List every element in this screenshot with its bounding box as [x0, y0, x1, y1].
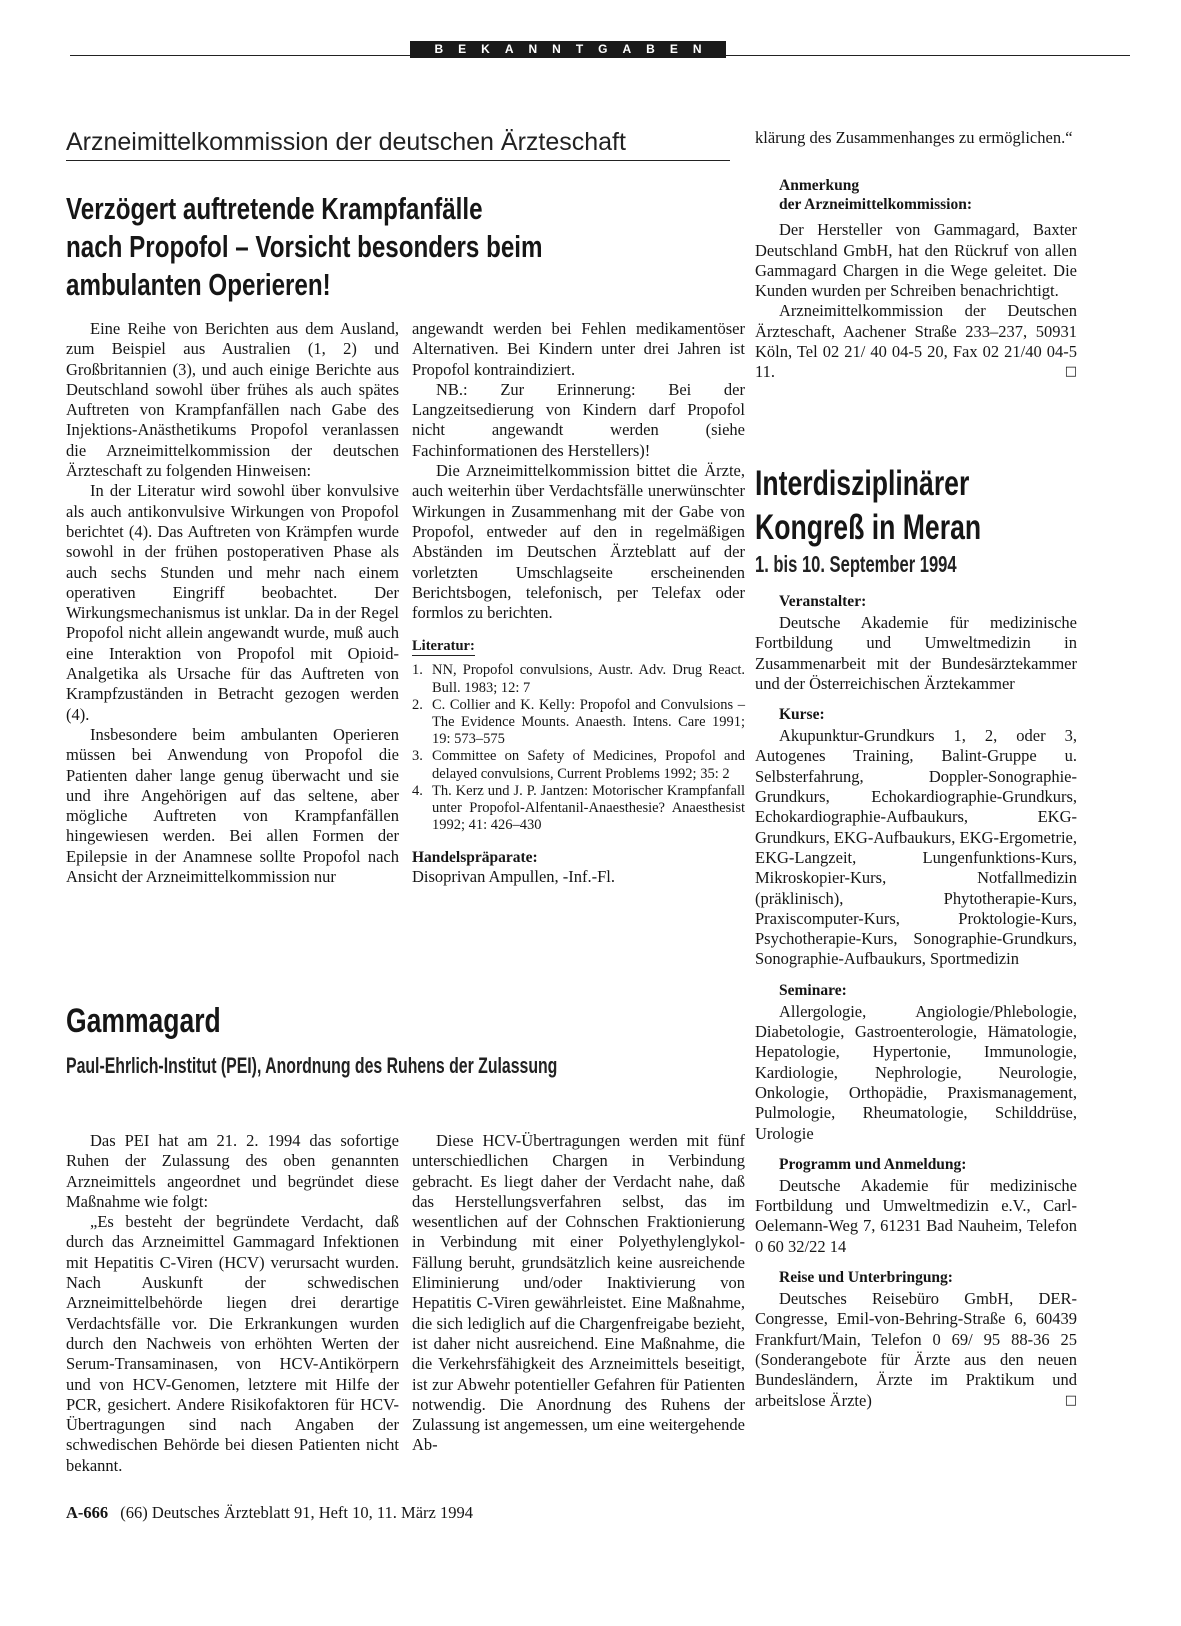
seminars-text: Allergologie, Angiologie/Phlebologie, Diabetologie, Gastroenterologie, Hämatologie, Hepatologie, Hypertonie, Immunologie, Kardiologie, Nephrologie, Neurologie, Onkologie, Orthopädie, Praxismanagement, Pulmologie, Rheumatologie, Schilddrüse, Urologie [755, 1001, 1077, 1143]
footer-page-code: A-666 [66, 1503, 109, 1522]
article1-paragraph: Eine Reihe von Berichten aus dem Ausland, zum Beispiel aus Australien (1, 2) und Großbritannien (3), und auch einige Berichte aus Deutschland sowohl über frühes als auch spätes Auftreten von Krampfanfällen nach Gabe des Injektions-Anästhetikums Propofol veranlassen die Arzneimittelkommission der deutschen Ärzteschaft zu folgenden Hinweisen: [66, 319, 399, 481]
organizer-heading: Veranstalter: [779, 593, 867, 610]
note-paragraph: Arzneimittelkommission der Deutschen Ärzteschaft, Aachener Straße 233–237, 50931 Köln, Tel 02 21/ 40 04-5 20, Fax 02 21/40 04-5 11. □ [755, 301, 1077, 382]
article3-title [755, 462, 1095, 550]
article1-title-line-2: nach Propofol – Vorsicht besonders beim [66, 229, 543, 264]
article2-column-1 [66, 1131, 399, 1476]
article1-paragraph: In der Literatur wird sowohl über konvulsive als auch antikonvulsive Wirkungen von Propofol berichtet (4). Das Auftreten von Krämpfen wurde sowohl in der frühen postoperativen Phase als auch sechs Stunden und mehr nach einem operativen Eingriff beobachtet. Der Wirkungsmechanismus ist unklar. Da in der Regel Propofol nicht allein angewandt wurde, muß auch eine Interaktion von Propofol mit Opioid-Analgetika als Ursache für das Auftreten von Krampfzuständen in Betracht gezogen werden (4). [66, 481, 399, 724]
courses-heading: Kurse: [779, 706, 825, 724]
trade-text: Disoprivan Ampullen, -Inf.-Fl. [412, 867, 616, 887]
article2-title: Gammagard [66, 1002, 221, 1040]
section-label-bar [410, 41, 726, 58]
trade-heading: Handelspräparate: [412, 849, 538, 867]
article1-column-1 [66, 319, 399, 887]
article1-column-2 [412, 319, 745, 888]
note-heading: Anmerkung der Arzneimittelkommission: [779, 177, 973, 214]
note-paragraph: Der Hersteller von Gammagard, Baxter Deutschland GmbH, hat den Rückruf von allen Gammagard Chargen in die Wege geleitet. Die Kunden wurden per Schreiben benachrichtigt. [755, 220, 1077, 301]
article1-kicker-rule [66, 160, 730, 161]
reference-item: 2. C. Collier and K. Kelly: Propofol and Convulsions – The Evidence Mounts. Anaesth. Intens. Care 1991; 19: 573–575 [412, 696, 745, 748]
end-mark: □ [1064, 364, 1077, 380]
article2-paragraph: „Es besteht der begründete Verdacht, daß durch das Arzneimittel Gammagard Infektionen mit Hepatitis C-Viren (HCV) verursacht wurden. Nach Auskunft der schwedischen Arzneimittelbehörde liegen drei derartige Verdachtsfälle vor. Die Erkrankungen wurden durch den Nachweis von erhöhten Werten der Serum-Transaminasen, von HCV-Antikörpern und von HCV-Genomen, letztere mit Hilfe der PCR, gesichert. Andere Risikofaktoren für HCV-Übertragungen sind nach Angaben der schwedischen Behörde bei diesen Patienten nicht bekannt. [66, 1212, 399, 1475]
article3-subtitle: 1. bis 10. September 1994 [755, 551, 957, 577]
article1-title [66, 190, 746, 304]
footer [66, 1503, 473, 1523]
article2-subtitle: Paul-Ehrlich-Institut (PEI), Anordnung des Ruhens der Zulassung [66, 1053, 558, 1078]
article1-paragraph: Insbesondere beim ambulanten Operieren müssen bei Anwendung von Propofol die Patienten daher lange genug überwacht und sie und ihre Angehörigen auf das seltene, aber mögliche Auftreten von Krampfanfällen hingewiesen werden. Bei allen Formen der Epilepsie in der Anamnese sollte Propofol nach Ansicht der Arzneimittelkommission nur [66, 724, 399, 887]
reference-item: 4. Th. Kerz und J. P. Jantzen: Motorischer Krampfanfall unter Propofol-Alfentanil-Anaesthesie? Anaesthesist 1992; 41: 426–430 [412, 782, 745, 834]
article2-paragraph: Das PEI hat am 21. 2. 1994 das sofortige Ruhen der Zulassung des oben genannten Arzneimittels angeordnet und begründet diese Maßnahme wie folgt: [66, 1131, 399, 1211]
article1-kicker: Arzneimittelkommission der deutschen Ärzteschaft [66, 128, 626, 156]
reference-item: 3. Committee on Safety of Medicines, Propofol and delayed convulsions, Current Problems 1992; 35: 2 [412, 748, 745, 782]
reference-item: 1. NN, Propofol convulsions, Austr. Adv. Drug React. Bull. 1983; 12: 7 [412, 662, 745, 696]
article1-title-line-1: Verzögert auftretende Krampfanfälle [66, 191, 483, 226]
footer-issue: (66) Deutsches Ärzteblatt 91, Heft 10, 11. März 1994 [120, 1503, 473, 1522]
seminars-heading: Seminare: [779, 981, 847, 999]
article3-column [755, 592, 1077, 1411]
section-label: BEKANNTGABEN [434, 42, 717, 57]
article1-paragraph: NB.: Zur Erinnerung: Bei der Langzeitsedierung von Kindern darf Propofol nicht angewandt werden (siehe Fachinformationen des Herstellers)! [412, 379, 745, 460]
reference-list [412, 662, 745, 834]
article2-continuation: klärung des Zusammenhanges zu ermöglichen.“ [755, 128, 1073, 147]
end-mark: □ [1064, 1392, 1077, 1408]
travel-heading: Reise und Unterbringung: [779, 1269, 953, 1287]
article3-title-line-2: Kongreß in Meran [755, 508, 982, 547]
organizer-text: Deutsche Akademie für medizinische Fortbildung und Umweltmedizin in Zusammenarbeit mit der Bundesärztekammer und der Österreichischen Ärztekammer [755, 613, 1077, 693]
article1-paragraph: angewandt werden bei Fehlen medikamentöser Alternativen. Bei Kindern unter drei Jahren ist Propofol kontraindiziert. [412, 319, 745, 379]
program-text: Deutsche Akademie für medizinische Fortbildung und Umweltmedizin e.V., Carl-Oelemann-Weg 7, 61231 Bad Nauheim, Telefon 0 60 32/22 14 [755, 1175, 1077, 1256]
travel-text: Deutsches Reisebüro GmbH, DER-Congresse, Emil-von-Behring-Straße 6, 60439 Frankfurt/Main, Telefon 0 69/ 95 88-36 25 (Sonderangebote für Ärzte aus den neuen Bundesländern, Ärzte im Praktikum und arbeitslose Ärzte) □ [755, 1289, 1077, 1410]
article2-paragraph: Diese HCV-Übertragungen werden mit fünf unterschiedlichen Chargen in Verbindung gebracht. Es liegt daher der Verdacht nahe, daß das Herstellungsverfahren selbst, das im wesentlichen auf der Cohnschen Fraktionierung in Verbindung mit einer Polyethylenglykol-Fällung beruht, grundsätzlich keine ausreichende Eliminierung und/oder Inaktivierung von Hepatitis C-Viren gewährleistet. Eine Maßnahme, die sich lediglich auf die Chargenfreigabe bezieht, ist daher nicht ausreichend. Eine Maßnahme, die die Verkehrsfähigkeit des Arzneimittels beseitigt, ist zur Abwehr potentieller Gefahren für Patienten notwendig. Die Anordnung des Ruhens der Zulassung ist angemessen, um eine weitergehende Ab- [412, 1131, 745, 1455]
article1-paragraph: Die Arzneimittelkommission bittet die Ärzte, auch weiterhin über Verdachtsfälle unerwünschter Wirkungen in Zusammenhang mit der Gabe von Propofol, entweder auf den in regelmäßigen Abständen im Deutschen Ärzteblatt auf der vorletzten Umschlagseite erscheinenden Berichtsbogen, telefonisch, per Telefax oder formlos zu berichten. [412, 461, 745, 623]
article1-title-line-3: ambulanten Operieren! [66, 267, 331, 302]
article2-column-3 [755, 128, 1077, 383]
program-heading: Programm und Anmeldung: [779, 1155, 967, 1173]
courses-text: Akupunktur-Grundkurs 1, 2, oder 3, Autogenes Training, Balint-Gruppe u. Selbsterfahrung, Doppler-Sonographie-Grundkurs, Echokardiographie-Grundkurs, Echokardiographie-Aufbaukurs, EKG-Grundkurs, EKG-Aufbaukurs, EKG-Ergometrie, EKG-Langzeit, Lungenfunktions-Kurs, Mikroskopier-Kurs, Notfallmedizin (präklinisch), Phytotherapie-Kurs, Praxiscomputer-Kurs, Proktologie-Kurs, Psychotherapie-Kurs, Sonographie-Grundkurs, Sonographie-Aufbaukurs, Sportmedizin [755, 726, 1077, 969]
literature-heading: Literatur: [412, 638, 475, 655]
article2-column-2 [412, 1131, 745, 1456]
article3-title-line-1: Interdisziplinärer [755, 464, 970, 503]
